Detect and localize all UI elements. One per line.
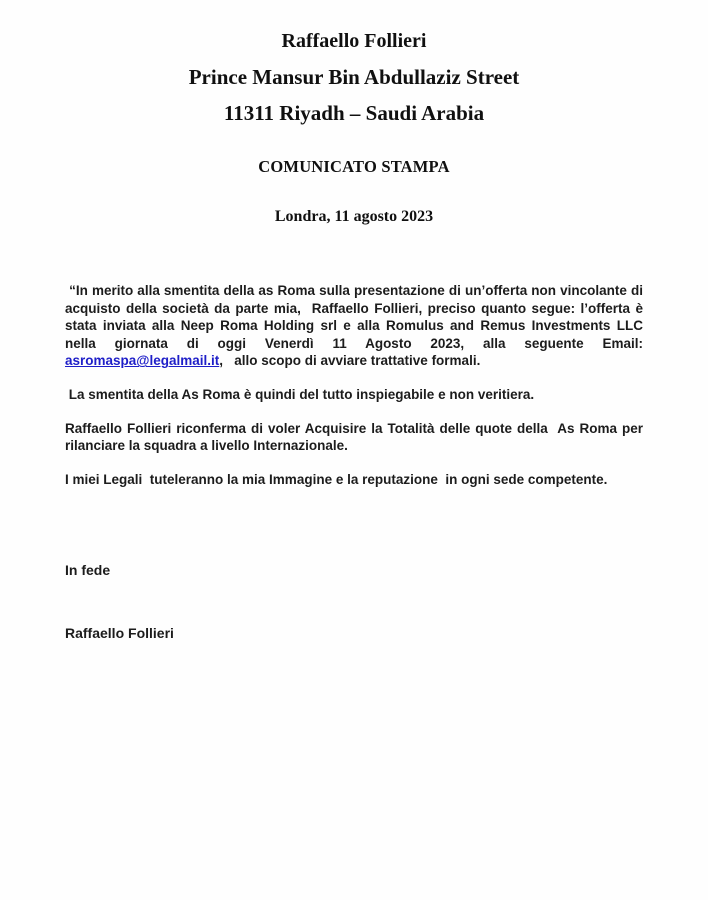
signature-name: Raffaello Follieri: [65, 625, 174, 642]
paragraph-denial: La smentita della As Roma è quindi del tutto inspiegabile e non veritiera.: [65, 386, 535, 402]
email-link[interactable]: asromaspa@legalmail.it: [65, 353, 220, 369]
signature-closing: In fede: [65, 562, 111, 579]
paragraph-offer-statement: [65, 282, 647, 370]
dateline: Londra, 11 agosto 2023: [274, 208, 434, 225]
letterhead-city: 11311 Riyadh – Saudi Arabia: [223, 101, 485, 125]
letterhead-street: Prince Mansur Bin Abdullaziz Street: [188, 65, 520, 89]
letterhead: [0, 0, 708, 131]
signature-block: [65, 518, 643, 686]
paragraph-offer-text-before: “In merito alla smentita della as Roma sulla presentazione di un’offerta non vincolante di acquisto della società da parte mia, Raffaello Follieri, preciso quanto segue: l’offerta è stata inviata alla Neep Roma Holding srl e alla Romulus and Remus Investments LLC nella giornata di oggi Venerdì 11 Agosto 2023, alla seguente Email:: [65, 283, 647, 351]
paragraph-offer-text-after: , allo scopo di avviare trattative formali.: [219, 353, 481, 369]
paragraph-legal-protection: I miei Legali tuteleranno la mia Immagine e la reputazione in ogni sede competente.: [65, 471, 608, 487]
letterhead-name: Raffaello Follieri: [281, 30, 427, 52]
document-type-heading: COMUNICATO STAMPA: [258, 157, 450, 176]
paragraph-reconfirmation: Raffaello Follieri riconferma di voler Acquisire la Totalità delle quote della As Roma per rilanciare la squadra a livello Internazionale.: [65, 420, 647, 454]
document-body: [65, 282, 647, 686]
